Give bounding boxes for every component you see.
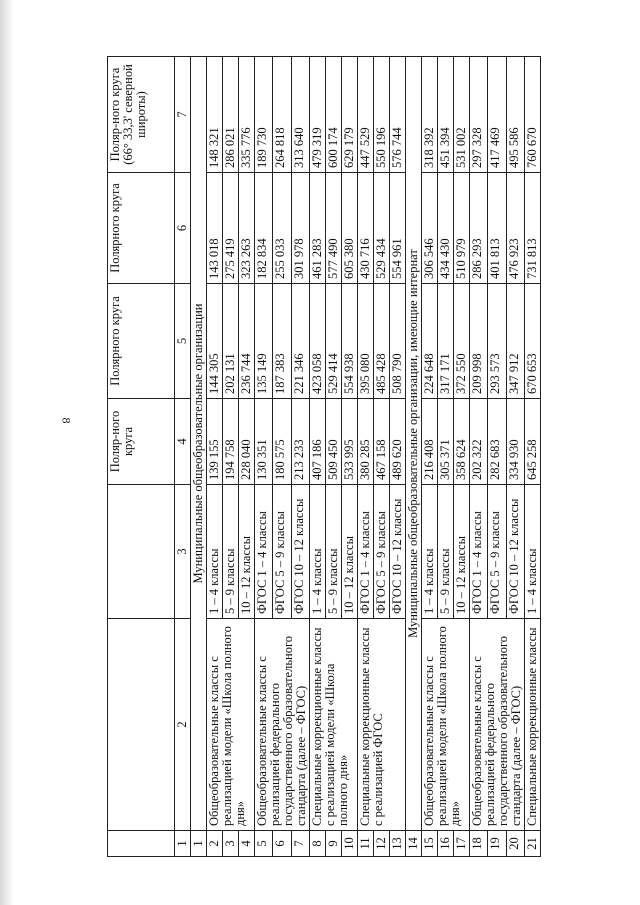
value-cell: 202 131 [223,284,239,399]
class-range: ФГОС 10 – 12 классы [506,485,524,619]
value-cell: 143 018 [207,173,223,284]
value-cell: 286 293 [470,173,488,284]
value-cell: 529 414 [326,284,342,399]
value-cell: 760 670 [525,57,541,173]
value-cell: 202 322 [470,399,488,485]
value-cell: 485 428 [374,284,390,399]
value-cell: 476 923 [506,173,524,284]
value-cell: 395 080 [358,284,374,399]
value-cell: 358 624 [454,399,470,485]
value-cell: 645 258 [525,399,541,485]
value-cell: 144 305 [207,284,223,399]
class-range: 5 – 9 классы [223,485,239,619]
value-cell: 554 938 [342,284,358,399]
header-cell-7: Поляр-ного круга (66° 33,3' северной широты) [108,57,175,173]
row-number: 2 [207,831,223,857]
row-number: 7 [291,831,309,857]
value-cell: 130 351 [255,399,273,485]
group-label: Общеобразовательные классы с реализацией модели «Школа полного дня» [422,619,470,831]
group-label: Специальные коррекционные классы с реализацией модели «Школа полного дня» [310,619,358,831]
class-range: ФГОС 10 – 12 классы [291,485,309,619]
value-cell: 318 392 [422,57,438,173]
value-cell: 209 998 [470,284,488,399]
value-cell: 317 171 [438,284,454,399]
table-row [358,57,374,857]
header-cell-2 [108,619,175,831]
column-number: 3 [175,485,191,619]
value-cell: 286 021 [223,57,239,173]
value-cell: 301 978 [291,173,309,284]
table-row [310,57,326,857]
row-number: 6 [273,831,291,857]
value-cell: 509 450 [326,399,342,485]
class-range: ФГОС 1 – 4 классы [358,485,374,619]
row-number: 9 [326,831,342,857]
table-row [470,57,488,857]
class-range: ФГОС 1 – 4 классы [470,485,488,619]
value-cell: 670 653 [525,284,541,399]
value-cell: 380 285 [358,399,374,485]
column-number-row [175,57,191,857]
column-number: 5 [175,284,191,399]
class-range: ФГОС 5 – 9 классы [374,485,390,619]
table-row [422,57,438,857]
value-cell: 605 380 [342,173,358,284]
value-cell: 508 790 [390,284,406,399]
value-cell: 372 550 [454,284,470,399]
class-range: ФГОС 10 – 12 классы [390,485,406,619]
row-number: 13 [390,831,406,857]
value-cell: 554 961 [390,173,406,284]
row-number: 4 [239,831,255,857]
column-number: 7 [175,57,191,173]
class-range: 1 – 4 классы [207,485,223,619]
value-cell: 423 058 [310,284,326,399]
value-cell: 576 744 [390,57,406,173]
column-number: 2 [175,619,191,831]
value-cell: 148 321 [207,57,223,173]
column-number: 1 [175,831,191,857]
group-label: Общеобразовательные классы с реализацией модели «Школа полного дня» [207,619,255,831]
row-number: 8 [310,831,326,857]
value-cell: 600 174 [326,57,342,173]
value-cell: 255 033 [273,173,291,284]
value-cell: 510 979 [454,173,470,284]
header-cell-4: Поляр-ного круга [108,399,175,485]
row-number: 20 [506,831,524,857]
row-number: 10 [342,831,358,857]
section-row [406,57,422,857]
class-range: 10 – 12 классы [239,485,255,619]
row-number: 15 [422,831,438,857]
class-range: 5 – 9 классы [438,485,454,619]
row-number: 21 [525,831,541,857]
row-number: 1 [191,831,207,857]
value-cell: 213 233 [291,399,309,485]
value-cell: 529 434 [374,173,390,284]
group-label: Специальные коррекционные классы [525,619,541,831]
value-cell: 182 834 [255,173,273,284]
value-cell: 495 586 [506,57,524,173]
value-cell: 224 648 [422,284,438,399]
class-range: 10 – 12 классы [454,485,470,619]
row-number: 17 [454,831,470,857]
row-number: 11 [358,831,374,857]
header-cell-3 [108,485,175,619]
column-number: 6 [175,173,191,284]
value-cell: 434 430 [438,173,454,284]
row-number: 3 [223,831,239,857]
value-cell: 139 155 [207,399,223,485]
value-cell: 189 730 [255,57,273,173]
header-cell-6: Полярного круга [108,173,175,284]
class-range: ФГОС 5 – 9 классы [488,485,506,619]
table-row [525,57,541,857]
rotated-table-container [107,57,541,857]
class-range: 1 – 4 классы [310,485,326,619]
row-number: 19 [488,831,506,857]
value-cell: 313 640 [291,57,309,173]
value-cell: 479 319 [310,57,326,173]
value-cell: 335 776 [239,57,255,173]
value-cell: 577 490 [326,173,342,284]
group-label: Специальные коррекционные классы с реализацией ФГОС [358,619,406,831]
value-cell: 216 408 [422,399,438,485]
row-number: 18 [470,831,488,857]
value-cell: 430 716 [358,173,374,284]
value-cell: 221 346 [291,284,309,399]
header-row [108,57,175,857]
value-cell: 461 283 [310,173,326,284]
value-cell: 297 328 [470,57,488,173]
scan-edge-shadow [0,0,14,905]
value-cell: 282 683 [488,399,506,485]
group-label: Общеобразовательные классы с реализацией федерального государственного образовательного стандарта (далее – ФГОС) [255,619,310,831]
value-cell: 417 469 [488,57,506,173]
value-cell: 531 002 [454,57,470,173]
value-cell: 629 179 [342,57,358,173]
class-range: 1 – 4 классы [525,485,541,619]
value-cell: 407 186 [310,399,326,485]
value-cell: 228 040 [239,399,255,485]
class-range: 1 – 4 классы [422,485,438,619]
section-row [191,57,207,857]
header-cell-1 [108,831,175,857]
group-label: Общеобразовательные классы с реализацией федерального государственного образовательного стандарта (далее – ФГОС) [470,619,525,831]
row-number: 5 [255,831,273,857]
value-cell: 731 813 [525,173,541,284]
value-cell: 135 149 [255,284,273,399]
value-cell: 275 419 [223,173,239,284]
section-title: Муниципальные общеобразовательные организации, имеющие интернат [406,57,422,831]
value-cell: 306 546 [422,173,438,284]
page-number: 8 [59,417,74,424]
value-cell: 305 371 [438,399,454,485]
column-number: 4 [175,399,191,485]
table-row [255,57,273,857]
value-cell: 194 758 [223,399,239,485]
value-cell: 323 263 [239,173,255,284]
header-cell-5: Полярного круга [108,284,175,399]
value-cell: 451 394 [438,57,454,173]
value-cell: 467 158 [374,399,390,485]
value-cell: 187 383 [273,284,291,399]
row-number: 16 [438,831,454,857]
value-cell: 401 813 [488,173,506,284]
class-range: 5 – 9 классы [326,485,342,619]
row-number: 12 [374,831,390,857]
value-cell: 334 930 [506,399,524,485]
value-cell: 293 573 [488,284,506,399]
table-row [207,57,223,857]
section-title: Муниципальные общеобразовательные организации [191,57,207,831]
value-cell: 347 912 [506,284,524,399]
value-cell: 180 575 [273,399,291,485]
value-cell: 447 529 [358,57,374,173]
value-cell: 550 196 [374,57,390,173]
row-number: 14 [406,831,422,857]
value-cell: 533 995 [342,399,358,485]
value-cell: 264 818 [273,57,291,173]
cost-table [107,56,541,857]
class-range: 10 – 12 классы [342,485,358,619]
class-range: ФГОС 5 – 9 классы [273,485,291,619]
class-range: ФГОС 1 – 4 классы [255,485,273,619]
value-cell: 489 620 [390,399,406,485]
value-cell: 236 744 [239,284,255,399]
